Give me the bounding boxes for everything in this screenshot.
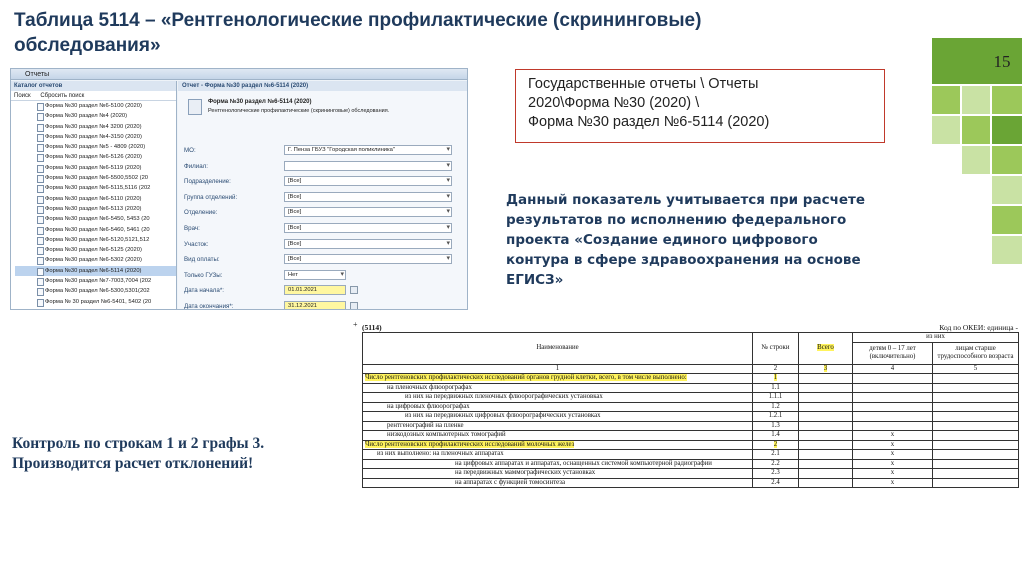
app-window-title: Отчеты xyxy=(11,69,467,80)
cell-children xyxy=(853,402,933,412)
date-input[interactable]: 01.01.2021 xyxy=(284,285,346,295)
column-numbers-row xyxy=(363,364,1019,374)
catalog-toolbar xyxy=(11,91,176,101)
path-line: Форма №30 раздел №6-5114 (2020) xyxy=(528,114,770,130)
row-number-text: 2.1 xyxy=(771,450,780,457)
form-field xyxy=(184,144,457,160)
select-input[interactable]: [Все] ▾ xyxy=(284,176,452,186)
date-input[interactable]: 31.12.2021 xyxy=(284,301,346,310)
form-field xyxy=(184,206,457,222)
tree-item[interactable]: Форма №30 раздел №6-5125 (2020) xyxy=(15,245,176,255)
row-number xyxy=(753,440,799,450)
row-name xyxy=(363,450,753,460)
field-label: Участок: xyxy=(184,240,209,248)
document-icon xyxy=(188,99,202,115)
header-row-no: № строки xyxy=(753,333,799,365)
field-label: Филиал: xyxy=(184,162,208,170)
form-field xyxy=(184,269,457,285)
field-label: Отделение: xyxy=(184,209,218,217)
report-form-5114 xyxy=(350,318,1022,538)
report-header: Отчет - Форма №30 раздел №6-5114 (2020) xyxy=(178,81,467,91)
cell-children: x xyxy=(853,431,933,441)
select-input[interactable]: [Все] ▾ xyxy=(284,207,452,217)
reports-app-screenshot xyxy=(10,68,468,310)
table-row xyxy=(363,402,1019,412)
table-row xyxy=(363,374,1019,384)
form-field xyxy=(184,238,457,254)
row-number xyxy=(753,412,799,422)
tree-item[interactable]: Форма №30 раздел №6-5114 (2020) xyxy=(15,266,176,276)
control-note xyxy=(12,434,342,474)
row-name xyxy=(363,469,753,479)
cell-children: x xyxy=(853,450,933,460)
cell-total xyxy=(799,450,853,460)
row-name-text: на аппаратах с функцией томосинтеза xyxy=(455,478,565,486)
select-input[interactable]: [Все] ▾ xyxy=(284,239,452,249)
row-name xyxy=(363,374,753,384)
cell-children: x xyxy=(853,469,933,479)
field-label: Группа отделений: xyxy=(184,193,238,201)
cell-children: x xyxy=(853,478,933,488)
cell-elderly xyxy=(933,440,1019,450)
field-label: Дата окончания*: xyxy=(184,302,234,310)
row-name xyxy=(363,393,753,403)
cell-total xyxy=(799,383,853,393)
select-input[interactable]: [Все] ▾ xyxy=(284,192,452,202)
row-number-text: 1.3 xyxy=(771,421,780,429)
cell-children xyxy=(853,374,933,384)
cell-elderly xyxy=(933,374,1019,384)
control-line-2: Производится расчет отклонений! xyxy=(12,455,254,472)
calendar-icon[interactable] xyxy=(350,286,358,294)
tree-item[interactable]: Форма №30 раздел №6-5460, 5461 (20 xyxy=(15,225,176,235)
row-name xyxy=(363,440,753,450)
table-row xyxy=(363,478,1019,488)
row-number xyxy=(753,421,799,431)
row-number-text: 2.3 xyxy=(771,469,780,476)
row-name-text: низкодозных компьютерных томографий xyxy=(387,431,506,438)
report-path-box xyxy=(515,69,885,143)
table-row xyxy=(363,459,1019,469)
row-number xyxy=(753,450,799,460)
form-field xyxy=(184,160,457,176)
tree-item[interactable]: Форма №30 раздел №6-5115,5116 (202 xyxy=(15,183,176,193)
select-input[interactable]: [Все] ▾ xyxy=(284,254,452,264)
cell-elderly xyxy=(933,402,1019,412)
row-number-text: 2.4 xyxy=(771,478,780,486)
row-number-text: 1.2.1 xyxy=(768,412,783,419)
row-number xyxy=(753,374,799,384)
form-field xyxy=(184,191,457,207)
table-row xyxy=(363,393,1019,403)
row-number-text: 2 xyxy=(773,440,778,448)
field-label: Подразделение: xyxy=(184,178,231,186)
cell-total xyxy=(799,440,853,450)
col-number: 1 xyxy=(363,364,753,374)
field-label: Вид оплаты: xyxy=(184,256,220,264)
row-number-text: 1.2 xyxy=(771,402,780,410)
row-name-text: на цифровых аппаратах и аппаратах, оснащенных системой компьютерной радиографии xyxy=(455,459,712,467)
row-name-text: на передвижных маммографических установках xyxy=(455,469,596,476)
header-of-them: из них xyxy=(853,333,1019,343)
row-number xyxy=(753,469,799,479)
form-field xyxy=(184,284,457,300)
row-name xyxy=(363,431,753,441)
row-number-text: 1 xyxy=(773,374,778,381)
tree-item[interactable]: Форма №30 раздел №5 - 4809 (2020) xyxy=(15,142,176,152)
row-name xyxy=(363,402,753,412)
col-number: 5 xyxy=(933,364,1019,374)
row-name xyxy=(363,383,753,393)
cell-total xyxy=(799,478,853,488)
form-field xyxy=(184,300,457,310)
project-note: Данный показатель учитывается при расчете результатов по исполнению федерального проекта «Создание единого цифрового контура в сфере здравоохранения на основе ЕГИСЗ» xyxy=(506,192,865,288)
row-name-text: рентгенографий на пленке xyxy=(387,421,464,429)
cell-children xyxy=(853,412,933,422)
table-row xyxy=(363,450,1019,460)
catalog-panel xyxy=(11,81,177,309)
report-panel xyxy=(178,81,467,309)
row-name-text: Число рентгеновских профилактических исследований органов грудной клетки, всего, в том числе выполнено: xyxy=(365,374,687,381)
col-number: 2 xyxy=(753,364,799,374)
row-number-text: 1.1.1 xyxy=(768,393,783,400)
cell-total xyxy=(799,421,853,431)
cell-total xyxy=(799,374,853,384)
row-number-text: 1.4 xyxy=(771,431,780,438)
row-number-text: 1.1 xyxy=(771,383,780,391)
cell-elderly xyxy=(933,450,1019,460)
header-children: детям 0 – 17 лет (включительно) xyxy=(853,342,933,364)
form-description: Рентгенологические профилактические (скрининговые) обследования. xyxy=(208,108,390,114)
tree-item[interactable]: Форма №30 раздел №6-5113 (2020) xyxy=(15,204,176,214)
cell-total xyxy=(799,412,853,422)
row-name-text: на пленочных флюорографах xyxy=(387,383,472,391)
cell-children xyxy=(853,383,933,393)
table-row xyxy=(363,469,1019,479)
form-field xyxy=(184,175,457,191)
select-input[interactable]: Нет ▾ xyxy=(284,270,346,280)
tree-item[interactable]: Форма №30 раздел №6-5300,5301(202 xyxy=(15,286,176,296)
cell-elderly xyxy=(933,421,1019,431)
col-number-3: 3 xyxy=(823,364,828,372)
table-row xyxy=(363,431,1019,441)
table-row xyxy=(363,412,1019,422)
catalog-header: Каталог отчетов xyxy=(11,81,176,91)
cell-children: x xyxy=(853,440,933,450)
row-number-text: 2.2 xyxy=(771,459,780,467)
col-number xyxy=(799,364,853,374)
row-name-text: Число рентгеновских профилактических исследований молочных желез xyxy=(365,440,575,448)
cell-children xyxy=(853,421,933,431)
search-button[interactable]: Поиск xyxy=(14,93,31,99)
move-handle-icon: + xyxy=(353,320,358,329)
tree-item[interactable]: Форма №30 раздел №6-5119 (2020) xyxy=(15,163,176,173)
col-number: 4 xyxy=(853,364,933,374)
okei-code: Код по ОКЕИ: единица - xyxy=(939,323,1018,332)
cell-elderly xyxy=(933,431,1019,441)
cell-children: x xyxy=(853,459,933,469)
header-total-label: Всего xyxy=(817,344,834,351)
row-name xyxy=(363,459,753,469)
page-number: 15 xyxy=(993,52,1011,71)
row-name xyxy=(363,412,753,422)
tree-item[interactable]: Форма №30 раздел №6-5110 (2020) xyxy=(15,194,176,204)
row-number xyxy=(753,402,799,412)
cell-elderly xyxy=(933,393,1019,403)
cell-total xyxy=(799,393,853,403)
tree-item[interactable]: Форма №30 раздел №6-5100 (2020) xyxy=(15,101,176,111)
tree-item[interactable]: Форма №30 раздел №6-5500,5502 (20 xyxy=(15,173,176,183)
form-field xyxy=(184,222,457,238)
table-row xyxy=(363,383,1019,393)
select-input[interactable]: Г. Пенза ГБУЗ "Городская поликлиника" ▾ xyxy=(284,145,452,155)
row-number xyxy=(753,431,799,441)
form-field xyxy=(184,253,457,269)
table-row xyxy=(363,440,1019,450)
form-title: Форма №30 раздел №6-5114 (2020) xyxy=(208,99,312,105)
cell-total xyxy=(799,469,853,479)
field-label: Только ГУЗы: xyxy=(184,271,223,279)
header-total xyxy=(799,333,853,365)
tree-item[interactable]: Форма №30 раздел №6-5302 (2020) xyxy=(15,255,176,265)
select-input[interactable]: [Все] ▾ xyxy=(284,223,452,233)
row-name-text: из них на передвижных пленочных флюорографических установках xyxy=(405,393,603,400)
cell-total xyxy=(799,459,853,469)
path-line: 2020\Форма №30 (2020) \ xyxy=(528,95,700,111)
header-elderly: лицам старше трудоспособного возраста xyxy=(933,342,1019,364)
tree-item[interactable]: Форма №30 раздел №6-5450, 5453 (20 xyxy=(15,214,176,224)
calendar-icon[interactable] xyxy=(350,302,358,310)
tree-item[interactable]: Форма №30 раздел №4 (2020) xyxy=(15,111,176,121)
select-input[interactable] xyxy=(284,161,452,171)
row-number xyxy=(753,478,799,488)
cell-elderly xyxy=(933,478,1019,488)
tree-item[interactable]: Форма №30 раздел №7-7003,7004 (202 xyxy=(15,276,176,286)
table-code: (5114) xyxy=(362,323,382,332)
row-number xyxy=(753,393,799,403)
tree-item[interactable]: Форма №30 раздел №4-3150 (2020) xyxy=(15,132,176,142)
row-name-text: из них на передвижных цифровых флюорографических установках xyxy=(405,412,601,419)
cell-total xyxy=(799,402,853,412)
report-tree xyxy=(11,101,176,307)
cell-elderly xyxy=(933,469,1019,479)
report-table xyxy=(362,332,1019,488)
control-line-1: Контроль по строкам 1 и 2 графы 3. xyxy=(12,435,265,452)
tree-item[interactable]: Форма №30 раздел №6-5120,5121,512 xyxy=(15,235,176,245)
field-label: Дата начала*: xyxy=(184,287,224,295)
row-number xyxy=(753,459,799,469)
cell-elderly xyxy=(933,383,1019,393)
row-number xyxy=(753,383,799,393)
cell-total xyxy=(799,431,853,441)
table-row xyxy=(363,421,1019,431)
field-label: Врач: xyxy=(184,224,200,232)
report-fields xyxy=(184,144,457,310)
cell-elderly xyxy=(933,412,1019,422)
path-line: Государственные отчеты \ Отчеты xyxy=(528,76,759,92)
field-label: МО: xyxy=(184,147,196,154)
tree-item[interactable]: Форма №30 раздел №6-5126 (2020) xyxy=(15,152,176,162)
row-name-text: на цифровых флюорографах xyxy=(387,402,470,410)
row-name xyxy=(363,421,753,431)
row-name xyxy=(363,478,753,488)
cell-elderly xyxy=(933,459,1019,469)
tree-item[interactable]: Форма №30 раздел №4 3200 (2020) xyxy=(15,122,176,132)
cell-children xyxy=(853,393,933,403)
slide-title: Таблица 5114 – «Рентгенологические профилактические (скрининговые) обследования» xyxy=(14,10,702,56)
tree-item[interactable]: Форма № 30 раздел №6-5401, 5402 (20 xyxy=(15,297,176,307)
header-name: Наименование xyxy=(363,333,753,365)
reset-search-button[interactable]: Сбросить поиск xyxy=(40,93,85,99)
row-name-text: из них выполнено: на пленочных аппаратах xyxy=(377,450,504,457)
